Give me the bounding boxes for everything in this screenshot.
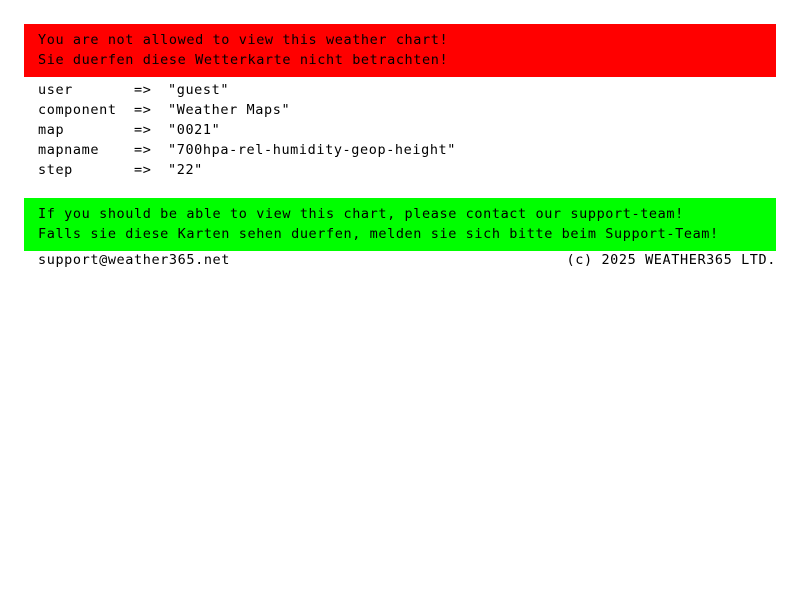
detail-key-mapname: mapname	[38, 142, 100, 158]
detail-row	[38, 80, 778, 100]
copyright-text: (c) 2025 WEATHER365 LTD.	[566, 252, 776, 268]
detail-row	[38, 140, 778, 160]
detail-key-component: component	[38, 102, 117, 118]
footer	[38, 250, 776, 270]
detail-value-component: "Weather Maps"	[168, 102, 291, 118]
detail-arrow: =>	[134, 162, 152, 178]
detail-arrow: =>	[134, 82, 152, 98]
support-email-link[interactable]: support@weather365.net	[38, 252, 231, 268]
detail-key-user: user	[38, 82, 73, 98]
detail-key-step: step	[38, 162, 73, 178]
detail-value-user: "guest"	[168, 82, 230, 98]
detail-row	[38, 120, 778, 140]
error-banner-line-de: Sie duerfen diese Wetterkarte nicht betrachten!	[38, 52, 449, 68]
info-banner	[24, 198, 776, 251]
detail-value-map: "0021"	[168, 122, 221, 138]
detail-value-mapname: "700hpa-rel-humidity-geop-height"	[168, 142, 457, 158]
detail-arrow: =>	[134, 102, 152, 118]
request-details	[38, 80, 778, 180]
detail-row	[38, 100, 778, 120]
info-banner-line-en: If you should be able to view this chart, please contact our support-team!	[38, 206, 684, 222]
error-banner-line-en: You are not allowed to view this weather chart!	[38, 32, 449, 48]
detail-value-step: "22"	[168, 162, 203, 178]
error-banner	[24, 24, 776, 77]
info-banner-line-de: Falls sie diese Karten sehen duerfen, melden sie sich bitte beim Support-Team!	[38, 226, 719, 242]
detail-row	[38, 160, 778, 180]
detail-arrow: =>	[134, 122, 152, 138]
detail-arrow: =>	[134, 142, 152, 158]
detail-key-map: map	[38, 122, 65, 138]
